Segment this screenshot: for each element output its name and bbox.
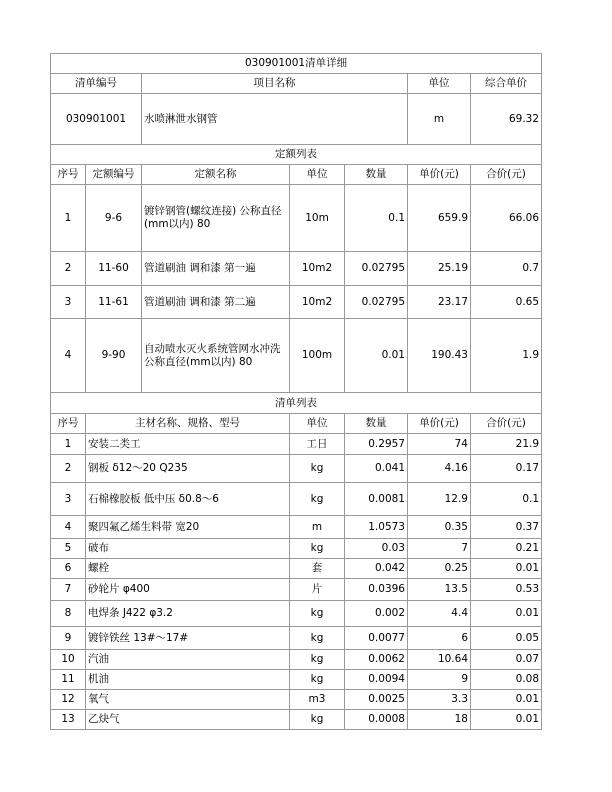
quota-unit: 10m2 bbox=[290, 286, 345, 319]
material-price: 10.64 bbox=[408, 650, 471, 670]
list-item-unit: m bbox=[408, 94, 471, 145]
material-no: 1 bbox=[51, 434, 86, 455]
quota-unit: 10m bbox=[290, 185, 345, 252]
material-no: 13 bbox=[51, 710, 86, 730]
quota-code: 9-90 bbox=[86, 319, 142, 393]
material-section-row bbox=[51, 393, 542, 414]
list-header-row bbox=[51, 74, 542, 94]
sheet-title: 030901001清单详细 bbox=[51, 54, 542, 74]
quota-row bbox=[51, 286, 542, 319]
material-row bbox=[51, 559, 542, 579]
material-price: 12.9 bbox=[408, 483, 471, 516]
quota-qty: 0.1 bbox=[345, 185, 408, 252]
material-header-row bbox=[51, 414, 542, 434]
material-price: 18 bbox=[408, 710, 471, 730]
material-unit: kg bbox=[290, 539, 345, 559]
material-total: 0.01 bbox=[471, 690, 542, 710]
material-header-name: 主材名称、规格、型号 bbox=[86, 414, 290, 434]
material-no: 5 bbox=[51, 539, 86, 559]
quota-name: 自动喷水灭火系统管网水冲洗 公称直径(mm以内) 80 bbox=[142, 319, 290, 393]
material-header-total: 合价(元) bbox=[471, 414, 542, 434]
material-unit: kg bbox=[290, 483, 345, 516]
material-name: 石棉橡胶板 低中压 δ0.8～6 bbox=[86, 483, 290, 516]
material-total: 0.37 bbox=[471, 516, 542, 539]
material-no: 12 bbox=[51, 690, 86, 710]
list-item-row bbox=[51, 94, 542, 145]
material-name: 乙炔气 bbox=[86, 710, 290, 730]
quota-unit: 10m2 bbox=[290, 252, 345, 286]
material-unit: kg bbox=[290, 670, 345, 690]
material-qty: 0.03 bbox=[345, 539, 408, 559]
material-total: 0.01 bbox=[471, 559, 542, 579]
title-row bbox=[51, 54, 542, 74]
quota-header-code: 定额编号 bbox=[86, 165, 142, 185]
quota-header-row bbox=[51, 165, 542, 185]
material-row bbox=[51, 539, 542, 559]
material-unit: m3 bbox=[290, 690, 345, 710]
material-qty: 0.0396 bbox=[345, 579, 408, 601]
material-name: 机油 bbox=[86, 670, 290, 690]
quota-row bbox=[51, 319, 542, 393]
bill-detail-table bbox=[50, 53, 542, 730]
material-qty: 0.0081 bbox=[345, 483, 408, 516]
quota-total: 1.9 bbox=[471, 319, 542, 393]
material-no: 7 bbox=[51, 579, 86, 601]
material-no: 3 bbox=[51, 483, 86, 516]
quota-price: 659.9 bbox=[408, 185, 471, 252]
material-price: 7 bbox=[408, 539, 471, 559]
material-header-unit: 单位 bbox=[290, 414, 345, 434]
material-row bbox=[51, 627, 542, 650]
quota-header-no: 序号 bbox=[51, 165, 86, 185]
quota-row bbox=[51, 252, 542, 286]
quota-qty: 0.01 bbox=[345, 319, 408, 393]
quota-total: 0.7 bbox=[471, 252, 542, 286]
quota-price: 25.19 bbox=[408, 252, 471, 286]
material-price: 3.3 bbox=[408, 690, 471, 710]
quota-price: 190.43 bbox=[408, 319, 471, 393]
list-header-unit-price: 综合单价 bbox=[471, 74, 542, 94]
material-qty: 0.0094 bbox=[345, 670, 408, 690]
material-no: 9 bbox=[51, 627, 86, 650]
quota-no: 2 bbox=[51, 252, 86, 286]
material-unit: kg bbox=[290, 455, 345, 483]
list-header-code: 清单编号 bbox=[51, 74, 142, 94]
material-name: 螺栓 bbox=[86, 559, 290, 579]
material-unit: kg bbox=[290, 601, 345, 627]
quota-code: 11-60 bbox=[86, 252, 142, 286]
material-qty: 0.2957 bbox=[345, 434, 408, 455]
material-header-no: 序号 bbox=[51, 414, 86, 434]
quota-no: 4 bbox=[51, 319, 86, 393]
material-row bbox=[51, 455, 542, 483]
quota-qty: 0.02795 bbox=[345, 286, 408, 319]
quota-header-price: 单价(元) bbox=[408, 165, 471, 185]
material-price: 0.35 bbox=[408, 516, 471, 539]
material-name: 聚四氟乙烯生料带 宽20 bbox=[86, 516, 290, 539]
material-total: 0.21 bbox=[471, 539, 542, 559]
material-row bbox=[51, 670, 542, 690]
material-name: 电焊条 J422 φ3.2 bbox=[86, 601, 290, 627]
material-row bbox=[51, 690, 542, 710]
quota-name: 镀锌钢管(螺纹连接) 公称直径(mm以内) 80 bbox=[142, 185, 290, 252]
material-price: 13.5 bbox=[408, 579, 471, 601]
material-row bbox=[51, 434, 542, 455]
material-name: 镀锌铁丝 13#～17# bbox=[86, 627, 290, 650]
quota-name: 管道刷油 调和漆 第一遍 bbox=[142, 252, 290, 286]
material-total: 0.1 bbox=[471, 483, 542, 516]
quota-header-total: 合价(元) bbox=[471, 165, 542, 185]
material-qty: 0.0077 bbox=[345, 627, 408, 650]
quota-section-row bbox=[51, 145, 542, 165]
material-name: 安装二类工 bbox=[86, 434, 290, 455]
material-qty: 0.042 bbox=[345, 559, 408, 579]
material-row bbox=[51, 483, 542, 516]
material-row bbox=[51, 516, 542, 539]
material-price: 74 bbox=[408, 434, 471, 455]
material-price: 9 bbox=[408, 670, 471, 690]
material-header-price: 单价(元) bbox=[408, 414, 471, 434]
quota-no: 3 bbox=[51, 286, 86, 319]
material-header-qty: 数量 bbox=[345, 414, 408, 434]
list-item-name: 水喷淋泄水钢管 bbox=[142, 94, 408, 145]
material-qty: 0.0062 bbox=[345, 650, 408, 670]
material-unit: kg bbox=[290, 710, 345, 730]
material-unit: 工日 bbox=[290, 434, 345, 455]
list-header-name: 项目名称 bbox=[142, 74, 408, 94]
quota-row bbox=[51, 185, 542, 252]
material-qty: 0.002 bbox=[345, 601, 408, 627]
material-row bbox=[51, 601, 542, 627]
material-price: 0.25 bbox=[408, 559, 471, 579]
quota-name: 管道刷油 调和漆 第二遍 bbox=[142, 286, 290, 319]
list-item-code: 030901001 bbox=[51, 94, 142, 145]
quota-no: 1 bbox=[51, 185, 86, 252]
material-price: 6 bbox=[408, 627, 471, 650]
material-qty: 0.0008 bbox=[345, 710, 408, 730]
material-price: 4.4 bbox=[408, 601, 471, 627]
material-no: 2 bbox=[51, 455, 86, 483]
quota-qty: 0.02795 bbox=[345, 252, 408, 286]
material-total: 0.01 bbox=[471, 601, 542, 627]
material-total: 0.53 bbox=[471, 579, 542, 601]
material-unit: kg bbox=[290, 627, 345, 650]
material-price: 4.16 bbox=[408, 455, 471, 483]
material-name: 汽油 bbox=[86, 650, 290, 670]
material-row bbox=[51, 710, 542, 730]
material-qty: 1.0573 bbox=[345, 516, 408, 539]
material-name: 破布 bbox=[86, 539, 290, 559]
material-total: 0.17 bbox=[471, 455, 542, 483]
material-no: 10 bbox=[51, 650, 86, 670]
quota-unit: 100m bbox=[290, 319, 345, 393]
quota-code: 9-6 bbox=[86, 185, 142, 252]
material-no: 8 bbox=[51, 601, 86, 627]
quota-section-title: 定额列表 bbox=[51, 145, 542, 165]
material-qty: 0.0025 bbox=[345, 690, 408, 710]
material-total: 0.01 bbox=[471, 710, 542, 730]
material-unit: 片 bbox=[290, 579, 345, 601]
quota-total: 0.65 bbox=[471, 286, 542, 319]
material-unit: 套 bbox=[290, 559, 345, 579]
material-no: 11 bbox=[51, 670, 86, 690]
material-qty: 0.041 bbox=[345, 455, 408, 483]
material-name: 砂轮片 φ400 bbox=[86, 579, 290, 601]
quota-header-name: 定额名称 bbox=[142, 165, 290, 185]
quota-total: 66.06 bbox=[471, 185, 542, 252]
material-total: 21.9 bbox=[471, 434, 542, 455]
list-item-unit-price: 69.32 bbox=[471, 94, 542, 145]
list-header-unit: 单位 bbox=[408, 74, 471, 94]
material-row bbox=[51, 579, 542, 601]
material-no: 4 bbox=[51, 516, 86, 539]
material-unit: m bbox=[290, 516, 345, 539]
material-row bbox=[51, 650, 542, 670]
material-total: 0.08 bbox=[471, 670, 542, 690]
material-unit: kg bbox=[290, 650, 345, 670]
material-name: 氧气 bbox=[86, 690, 290, 710]
material-total: 0.05 bbox=[471, 627, 542, 650]
material-section-title: 清单列表 bbox=[51, 393, 542, 414]
material-no: 6 bbox=[51, 559, 86, 579]
quota-header-unit: 单位 bbox=[290, 165, 345, 185]
quota-code: 11-61 bbox=[86, 286, 142, 319]
quota-header-qty: 数量 bbox=[345, 165, 408, 185]
material-total: 0.07 bbox=[471, 650, 542, 670]
material-name: 钢板 δ12～20 Q235 bbox=[86, 455, 290, 483]
quota-price: 23.17 bbox=[408, 286, 471, 319]
